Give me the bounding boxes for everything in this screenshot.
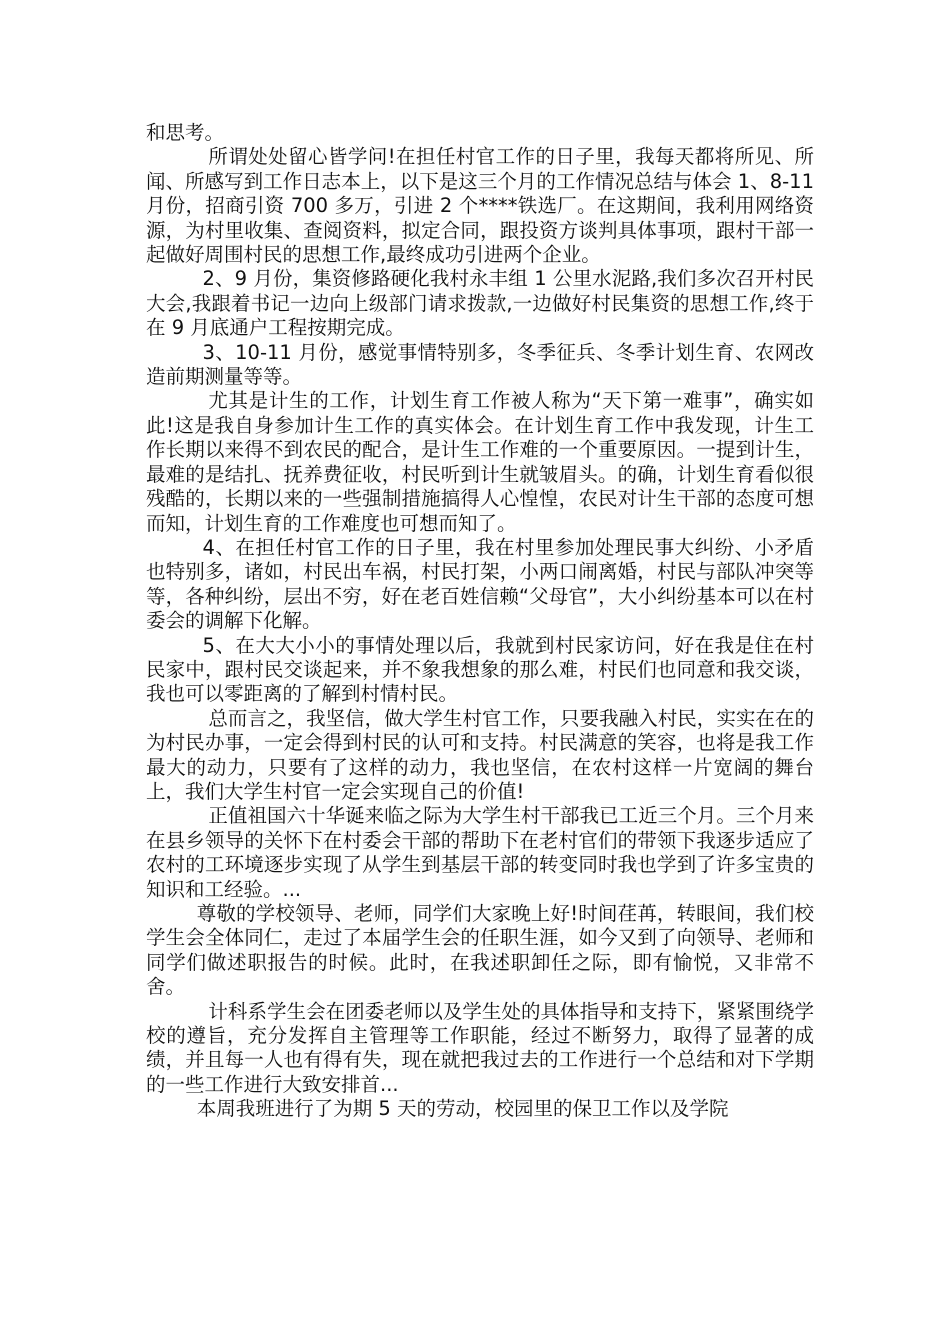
paragraph-student-union-summary: 计科系学生会在团委老师以及学生处的具体指导和支持下，紧紧围绕学校的遵旨，充分发挥自主管理等工作职能，经过不断努力，取得了显著的成绩，并且每一人也有得有失，现在就把我过去的工作进行一个总结和对下学期的一些工作进行大致安排首... bbox=[146, 999, 814, 1096]
paragraph-continuation: 和思考。 bbox=[146, 121, 225, 144]
paragraph-disputes: 4、在担任村官工作的日子里，我在村里参加处理民事大纠纷、小矛盾也特别多，诸如，村民出车祸，村民打架，小两口闹离婚，村民与部队冲突等等，各种纠纷，层出不穷，好在老百姓信赖“父母官”，大小纠纷基本可以在村委会的调解下化解。 bbox=[146, 535, 814, 633]
document-body bbox=[146, 121, 814, 1122]
paragraph-october-november: 3、10-11 月份，感觉事情特别多，冬季征兵、冬季计划生育、农网改造前期测量等等。 bbox=[146, 340, 814, 389]
paragraph-labor-week: 本周我班进行了为期 5 天的劳动，校园里的保卫工作以及学院 bbox=[196, 1097, 729, 1121]
paragraph-road-construction: 2、9 月份，集资修路硬化我村永丰组 1 公里水泥路,我们多次召开村民大会,我跟着书记一边向上级部门请求拨款,一边做好村民集资的思想工作,终于在 9 月底通户工程按期完成。 bbox=[146, 267, 814, 340]
paragraph-home-visits: 5、在大大小小的事情处理以后，我就到村民家访问，好在我是住在村民家中，跟村民交谈起来，并不象我想象的那么难，村民们也同意和我交谈，我也可以零距离的了解到村情村民。 bbox=[146, 633, 814, 706]
paragraph-anniversary: 正值祖国六十华诞来临之际为大学生村干部我已工近三个月。三个月来在县乡领导的关怀下在村委会干部的帮助下在老村官们的带领下我逐步适应了农村的工环境逐步实现了从学生到基层干部的转变同时我也学到了许多宝贵的知识和工经验。... bbox=[146, 804, 814, 901]
paragraph-family-planning: 尤其是计生的工作，计划生育工作被人称为“天下第一难事”，确实如此!这是我自身参加计生工作的真实体会。在计划生育工作中我发现，计生工作长期以来得不到农民的配合，是计生工作难的一个重要原因。一提到计生，最难的是结扎、抚养费征收，村民听到计生就皱眉头。的确，计划生育看似很残酷的，长期以来的一些强制措施搞得人心惶惶，农民对计生干部的态度可想而知，计划生育的工作难度也可想而知了。 bbox=[146, 389, 814, 535]
paragraph-conclusion: 总而言之，我坚信，做大学生村官工作，只要我融入村民，实实在在的为村民办事，一定会得到村民的认可和支持。村民满意的笑容，也将是我工作最大的动力，只要有了这样的动力，我也坚信，在农村这样一片宽阔的舞台上，我们大学生村官一定会实现自己的价值! bbox=[146, 706, 814, 803]
paragraph-village-official-intro: 所谓处处留心皆学问!在担任村官工作的日子里，我每天都将所见、所闻、所感写到工作日志本上，以下是这三个月的工作情况总结与体会 1、8-11 月份，招商引资 700 多万，引进 2 个****铁选厂。在这期间，我利用网络资源，为村里收集、查阅资料，拟定合同，跟投资方谈判具体事项，跟村干部一起做好周围村民的思想工作,最终成功引进两个企业。 bbox=[146, 145, 814, 267]
paragraph-student-union-farewell: 尊敬的学校领导、老师，同学们大家晚上好!时间荏苒，转眼间，我们校学生会全体同仁，走过了本届学生会的任职生涯，如今又到了向领导、老师和同学们做述职报告的时候。此时，在我述职卸任之际，即有愉悦，又非常不舍。 bbox=[146, 902, 814, 999]
